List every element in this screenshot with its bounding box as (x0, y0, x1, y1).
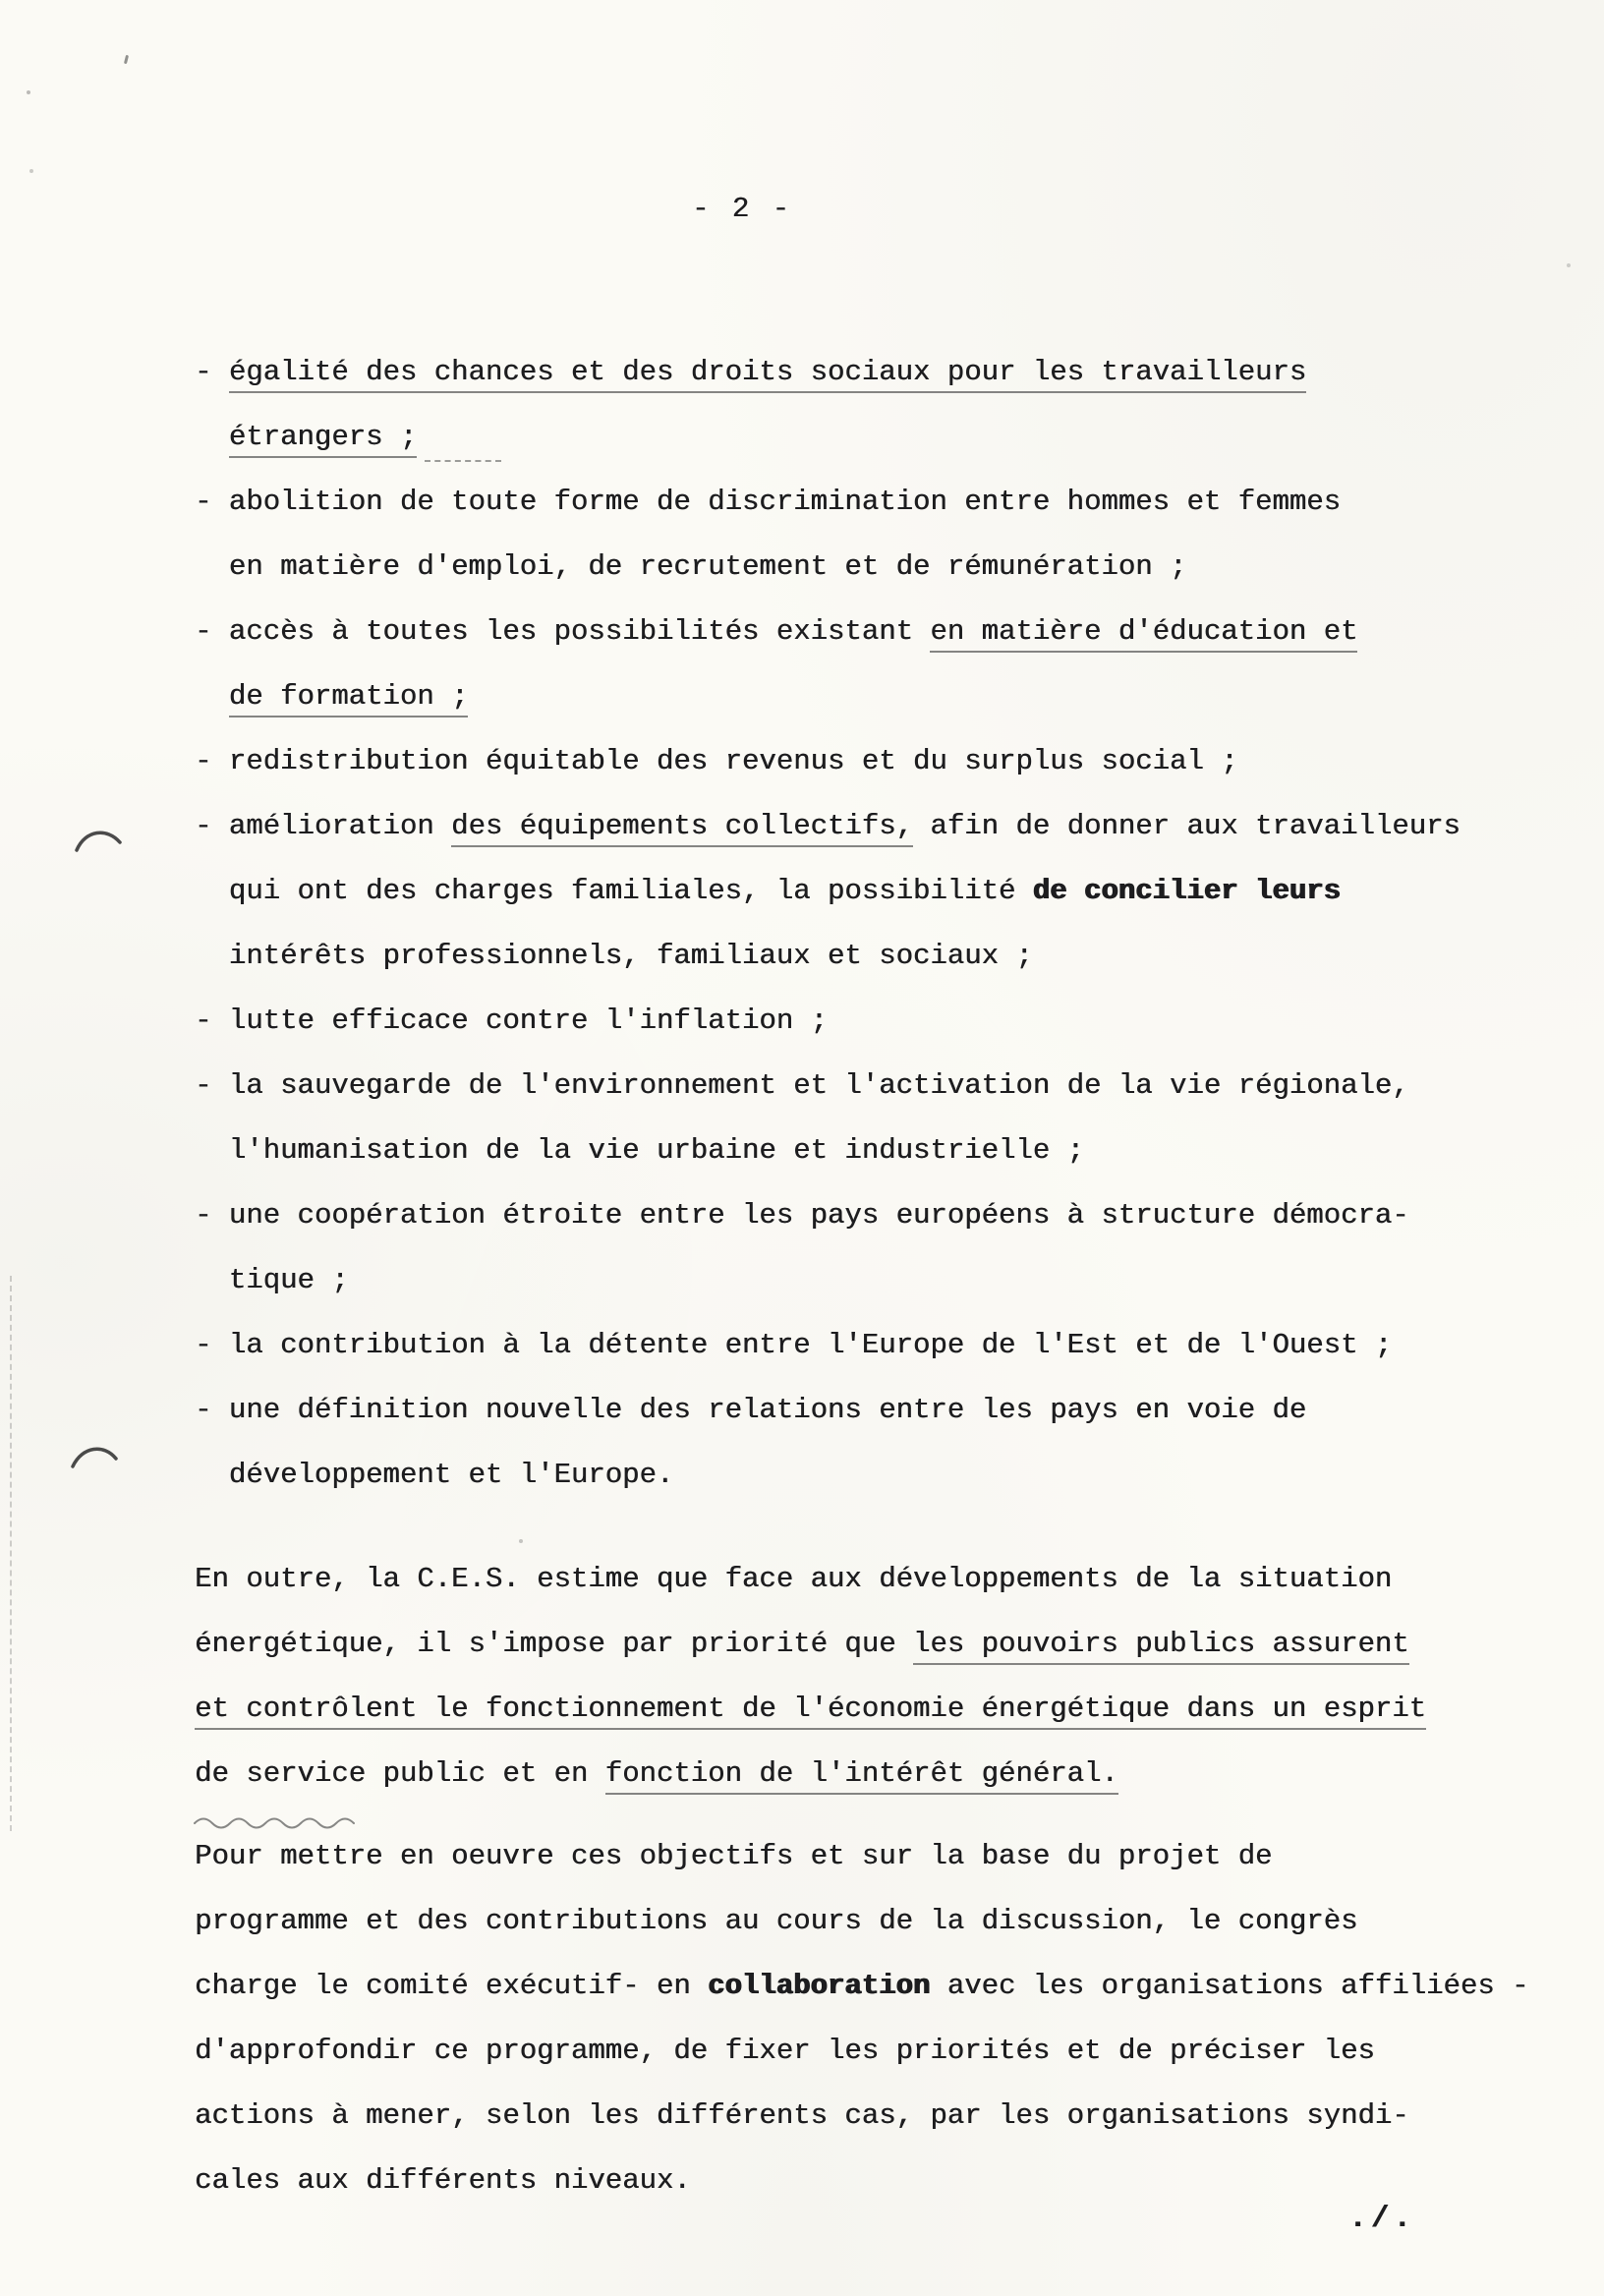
text-segment: avec les organisations affiliées - (930, 1970, 1529, 2002)
text-line (195, 1889, 1571, 1954)
text-line (195, 859, 1571, 924)
text-segment: - une coopération étroite entre les pays européens à structure démocra- (195, 1199, 1409, 1232)
underlined-text-segment: en matière d'éducation et (930, 615, 1357, 653)
text-line (195, 1443, 1571, 1508)
margin-arc-annotation (69, 1441, 120, 1472)
text-line (195, 1677, 1571, 1742)
text-segment: charge le comité exécutif- en (195, 1970, 709, 2002)
text-segment: - accès à toutes les possibilités existant (195, 615, 931, 648)
text-line (195, 535, 1571, 600)
text-line (195, 794, 1571, 859)
text-line (195, 729, 1571, 794)
text-segment: intérêts professionnels, familiaux et sociaux ; (228, 940, 1033, 972)
text-segment: de service public et en (195, 1757, 605, 1790)
text-segment: En outre, la C.E.S. estime que face aux développements de la situation (195, 1563, 1393, 1595)
bold-text-segment: collaboration (708, 1970, 931, 2002)
text-segment: programme et des contributions au cours de la discussion, le congrès (195, 1905, 1358, 1937)
text-line (195, 1119, 1571, 1183)
text-line (195, 664, 1571, 729)
text-line (195, 2019, 1571, 2084)
text-line (195, 989, 1571, 1054)
underlined-text-segment: étrangers ; (229, 421, 417, 458)
underlined-text-segment: fonction de l'intérêt général. (605, 1757, 1118, 1795)
underlined-text-segment: de formation ; (229, 680, 469, 718)
text-line (195, 1054, 1571, 1119)
scan-speck (1567, 263, 1571, 267)
bold-text-segment: de concilier leurs (1032, 875, 1341, 907)
text-line (195, 924, 1571, 989)
text-segment: Pour mettre en oeuvre ces objectifs et sur la base du projet de (195, 1840, 1273, 1872)
scan-speck (519, 1539, 523, 1543)
scan-speck (29, 169, 33, 173)
text-segment: - abolition de toute forme de discrimination entre hommes et femmes (195, 486, 1341, 518)
text-line (195, 470, 1571, 535)
text-segment: énergétique, il s'impose par priorité que (195, 1628, 913, 1660)
text-line (195, 1824, 1571, 1889)
text-segment: développement et l'Europe. (228, 1459, 674, 1491)
text-segment: l'humanisation de la vie urbaine et industrielle ; (228, 1134, 1084, 1167)
text-line (195, 600, 1571, 664)
text-segment: qui ont des charges familiales, la possibilité (228, 875, 1033, 907)
text-segment: - la contribution à la détente entre l'Europe de l'Est et de l'Ouest ; (195, 1329, 1393, 1361)
underlined-text-segment: des équipements collectifs, (451, 810, 913, 847)
text-line (195, 1248, 1571, 1313)
text-segment: - amélioration (195, 810, 452, 842)
scan-speck (27, 90, 30, 94)
text-segment: tique ; (228, 1264, 349, 1296)
text-segment: - la sauvegarde de l'environnement et l'activation de la vie régionale, (195, 1069, 1409, 1102)
text-segment: actions à mener, selon les différents cas, par les organisations syndi- (195, 2099, 1409, 2132)
dash-dot-annotation (425, 460, 501, 462)
text-segment: en matière d'emploi, de recrutement et de rémunération ; (228, 550, 1187, 583)
text-line (195, 1183, 1571, 1248)
margin-arc-annotation (73, 826, 124, 857)
scan-speck (124, 55, 129, 64)
squiggle-underline-annotation (193, 1814, 370, 1830)
text-line (195, 2084, 1571, 2149)
margin-dashed-line-artifact (10, 1276, 12, 1831)
continuation-mark: ./. (1348, 2202, 1415, 2236)
text-line (195, 1612, 1571, 1677)
text-line (195, 1742, 1571, 1807)
text-line (195, 1547, 1571, 1612)
text-segment: cales aux différents niveaux. (195, 2164, 691, 2197)
text-line (195, 340, 1571, 405)
text-segment: - lutte efficace contre l'inflation ; (195, 1004, 828, 1037)
text-segment: - redistribution équitable des revenus et du surplus social ; (195, 745, 1238, 777)
text-segment: d'approfondir ce programme, de fixer les priorités et de préciser les (195, 2035, 1375, 2067)
text-line (195, 1313, 1571, 1378)
underlined-text-segment: et contrôlent le fonctionnement de l'économie énergétique dans un esprit (195, 1693, 1426, 1730)
underlined-text-segment: égalité des chances et des droits sociaux pour les travailleurs (229, 356, 1306, 393)
text-segment: - (195, 356, 229, 388)
text-segment: - une définition nouvelle des relations entre les pays en voie de (195, 1394, 1307, 1426)
text-line (195, 1378, 1571, 1443)
text-segment: afin de donner aux travailleurs (912, 810, 1461, 842)
text-line (195, 1954, 1571, 2019)
document-body (195, 340, 1571, 2213)
underlined-text-segment: les pouvoirs publics assurent (913, 1628, 1409, 1665)
text-line (195, 405, 1571, 470)
page-number: - 2 - (692, 193, 793, 225)
